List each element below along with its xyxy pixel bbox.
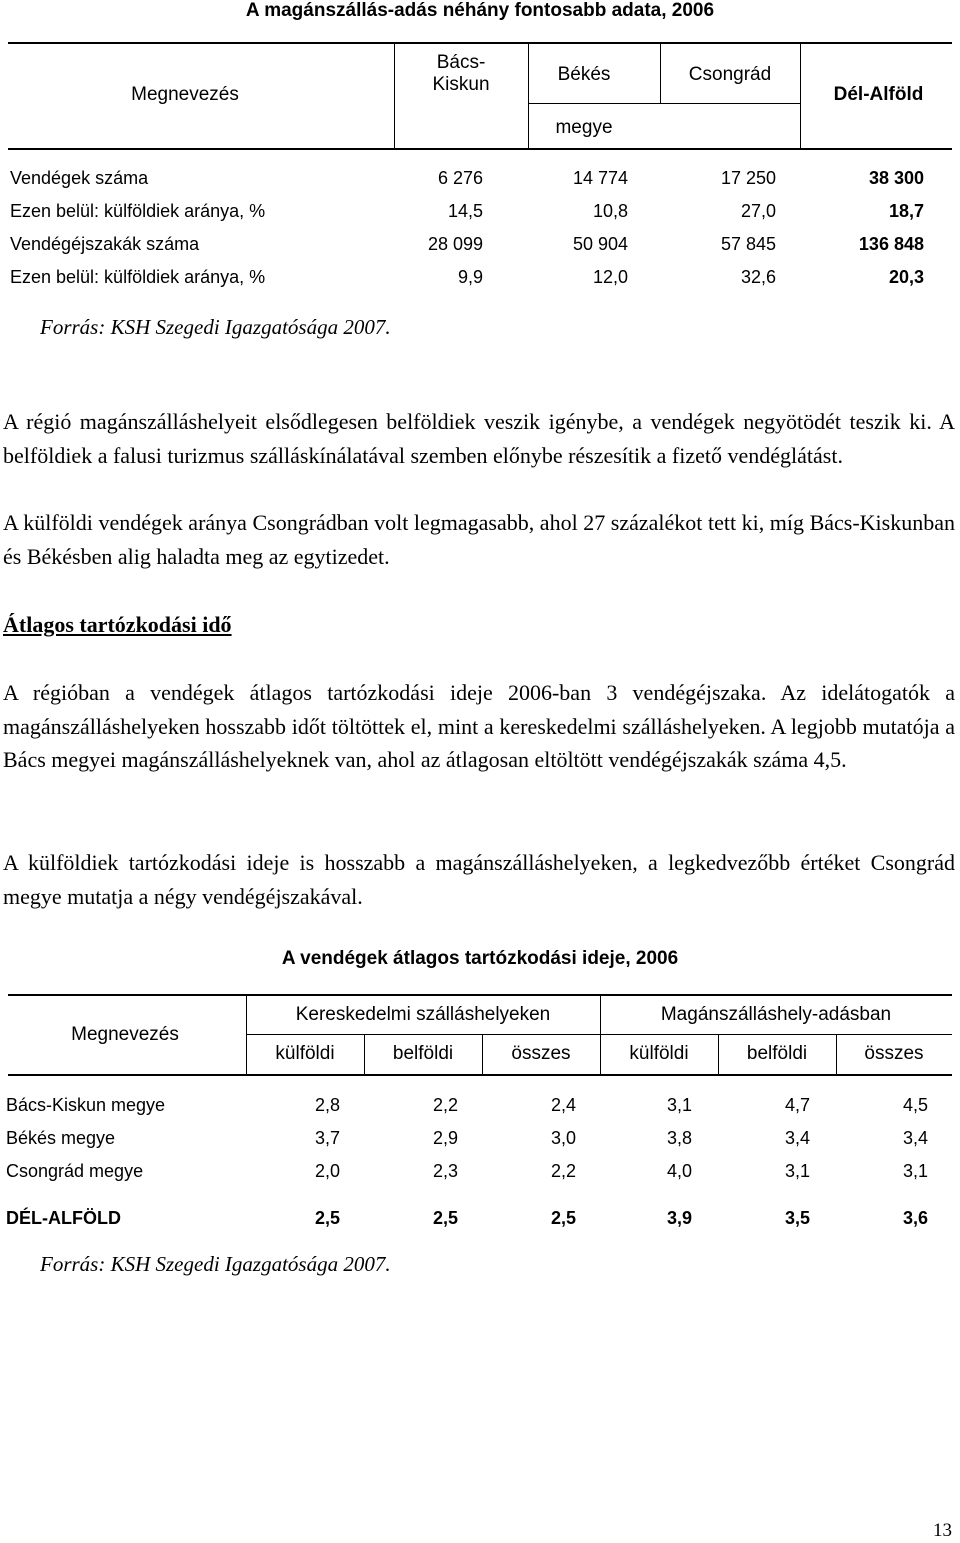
table2-cell: 2,2 <box>550 1161 576 1181</box>
table1-row-label: Vendégek száma <box>10 168 149 188</box>
table2-cell: 3,1 <box>666 1095 692 1115</box>
table1-header-bacs: Bács- Kiskun <box>432 52 490 95</box>
table2-cell: 2,5 <box>550 1208 576 1228</box>
table2-row-label: Békés megye <box>6 1128 116 1148</box>
table2-header-belfoldi: belföldi <box>392 1043 454 1064</box>
table1-row-label: Ezen belül: külföldiek aránya, % <box>10 201 266 221</box>
table1-cell: 14,5 <box>447 201 483 221</box>
table2-cell: 3,6 <box>902 1208 928 1228</box>
table2-top-rule <box>8 994 952 996</box>
table2-header-group1: Kereskedelmi szálláshelyeken <box>295 1004 551 1025</box>
table1-megye-rule <box>528 103 800 104</box>
table2-cell: 3,4 <box>784 1128 810 1148</box>
table2-row-label: Csongrád megye <box>6 1161 144 1181</box>
table1-cell: 57 845 <box>720 234 776 254</box>
table2-cell: 2,4 <box>550 1095 576 1115</box>
table1-header-csongrad: Csongrád <box>688 64 772 85</box>
table1-header-bekes: Békés <box>557 64 611 85</box>
table2-cell: 2,3 <box>432 1161 458 1181</box>
table2-cell: 4,0 <box>666 1161 692 1181</box>
table2-header-rule <box>8 1074 952 1076</box>
table2-cell: 3,5 <box>784 1208 810 1228</box>
section-heading: Átlagos tartózkodási idő <box>3 612 232 637</box>
table2-header-group2: Magánszálláshely-adásban <box>660 1004 892 1025</box>
table2-header-kulfoldi: külföldi <box>629 1043 689 1064</box>
table2-cell: 3,4 <box>902 1128 928 1148</box>
table2-header-name: Megnevezés <box>71 1024 179 1045</box>
paragraph-2: A külföldi vendégek aránya Csongrádban volt legmagasabb, ahol 27 százalékot tett ki, míg Bács-Kiskunban és Békésben alig haladta meg az egytizedet. <box>3 510 955 569</box>
table2-row-label: Bács-Kiskun megye <box>6 1095 166 1115</box>
table1-cell: 28 099 <box>427 234 483 254</box>
table2-cell: 2,0 <box>314 1161 340 1181</box>
table1-cell: 38 300 <box>868 168 924 188</box>
table1-header-megye: megye <box>555 117 613 138</box>
table2-cell: 2,8 <box>314 1095 340 1115</box>
table2-subheader-rule <box>246 1034 952 1035</box>
page-number: 13 <box>933 1520 952 1541</box>
table1-cell: 20,3 <box>888 267 924 287</box>
table2-title: A vendégek átlagos tartózkodási ideje, 2006 <box>281 948 679 969</box>
table2-header-osszes: összes <box>864 1043 924 1064</box>
paragraph-3: A régióban a vendégek átlagos tartózkodási ideje 2006-ban 3 vendégéjszaka. Az idelátogatók a magánszálláshelyeken hosszabb időt töltöttek el, mint a kereskedelmi szálláshelyeken. A legjobb mutatója a Bács megyei magánszálláshelyeknek van, ahol az átlagosan eltöltött vendégéjszakák száma 4,5. <box>3 680 955 772</box>
table1-header-rule <box>8 148 952 150</box>
table2-cell: 2,2 <box>432 1095 458 1115</box>
paragraph-4: A külföldiek tartózkodási ideje is hosszabb a magánszálláshelyeken, a legkedvezőbb értéket Csongrád megye mutatja a négy vendégéjszakával. <box>3 850 955 909</box>
table2-cell: 2,9 <box>432 1128 458 1148</box>
paragraph-1: A régió magánszálláshelyeit elsődlegesen belföldiek veszik igénybe, a vendégek negyötödét teszik ki. A belföldiek a falusi turizmus szálláskínálatával szemben előnybe részesítik a fizető vendéglátást. <box>3 409 955 468</box>
table1-cell: 12,0 <box>592 267 628 287</box>
table1-source: Forrás: KSH Szegedi Igazgatósága 2007. <box>40 315 391 339</box>
table2-cell: 2,5 <box>432 1208 458 1228</box>
table2-row-label: DÉL-ALFÖLD <box>6 1208 121 1228</box>
table2-header-osszes: összes <box>511 1043 571 1064</box>
table2-cell: 3,7 <box>314 1128 340 1148</box>
table2-cell: 3,1 <box>902 1161 928 1181</box>
table2-header-kulfoldi: külföldi <box>275 1043 335 1064</box>
table1-cell: 136 848 <box>858 234 924 254</box>
table1-top-rule <box>8 42 952 44</box>
table2-cell: 4,7 <box>784 1095 810 1115</box>
table1-cell: 27,0 <box>740 201 776 221</box>
table1-cell: 14 774 <box>572 168 628 188</box>
table1-cell: 50 904 <box>572 234 628 254</box>
table2-cell: 3,8 <box>666 1128 692 1148</box>
table1-cell: 18,7 <box>888 201 924 221</box>
table2-cell: 3,1 <box>784 1161 810 1181</box>
table2-cell: 3,0 <box>550 1128 576 1148</box>
table1-header-name: Megnevezés <box>131 84 239 105</box>
table1-row-label: Ezen belül: külföldiek aránya, % <box>10 267 266 287</box>
table1-cell: 17 250 <box>720 168 776 188</box>
table2-header-belfoldi: belföldi <box>746 1043 808 1064</box>
table1-header-del-alfold: Dél-Alföld <box>833 84 924 105</box>
table1-cell: 10,8 <box>592 201 628 221</box>
table1-cell: 6 276 <box>437 168 483 188</box>
table2-cell: 2,5 <box>314 1208 340 1228</box>
table1-row-label: Vendégéjszakák száma <box>10 234 200 254</box>
table1-title: A magánszállás-adás néhány fontosabb adata, 2006 <box>245 0 715 21</box>
table1-cell: 32,6 <box>740 267 776 287</box>
table1-divider <box>800 43 801 148</box>
table2-cell: 4,5 <box>902 1095 928 1115</box>
table2-cell: 3,9 <box>666 1208 692 1228</box>
table1-cell: 9,9 <box>457 267 483 287</box>
table2-source: Forrás: KSH Szegedi Igazgatósága 2007. <box>40 1252 391 1276</box>
